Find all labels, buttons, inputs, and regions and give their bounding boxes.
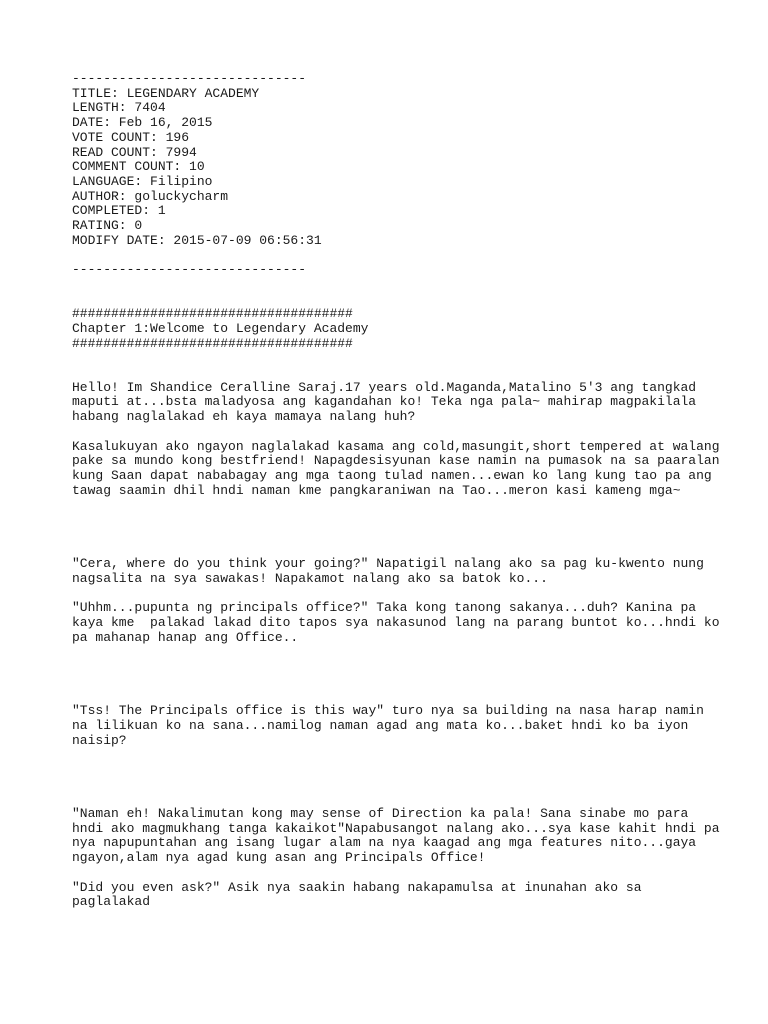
paragraph-line: "Uhhm...pupunta ng principals office?" Taka kong tanong sakanya...duh? Kanina pa [72,600,697,616]
paragraph [72,600,720,645]
meta-modify-date: MODIFY DATE: 2015-07-09 06:56:31 [72,232,322,248]
paragraph-line: paglalakad [72,894,151,910]
meta-completed: COMPLETED: 1 [72,203,166,219]
document-page [72,71,720,910]
chapter-hash-line: #################################### [72,335,353,351]
paragraph-line: kaya kme palakad lakad dito tapos sya nakasunod lang na parang buntot ko...hndi ko [72,614,720,630]
paragraph-line: "Naman eh! Nakalimutan kong may sense of Direction ka pala! Sana sinabe mo para [72,806,689,822]
meta-read-count: READ COUNT: 7994 [72,144,197,160]
meta-author: AUTHOR: goluckycharm [72,188,229,204]
paragraph-line: nagsalita na sya sawakas! Napakamot nalang ako sa batok ko... [72,570,548,586]
paragraph-line: "Cera, where do you think your going?" Napatigil nalang ako sa pag ku-kwento nung [72,556,704,572]
paragraph-line: Hello! Im Shandice Ceralline Saraj.17 years old.Maganda,Matalino 5'3 ang tangkad [72,379,697,395]
paragraph [72,881,712,910]
paragraph-line: Kasalukuyan ako ngayon naglalakad kasama ang cold,masungit,short tempered at walang [72,438,720,454]
paragraph [72,806,720,866]
separator-line: ------------------------------ [72,262,307,278]
meta-comment-count: COMMENT COUNT: 10 [72,159,205,175]
chapter-hash-line: #################################### [72,306,353,322]
paragraph-line: maputi at...bsta maladyosa ang kagandahan ko! Teka nga pala~ mahirap magpakilala [72,394,697,410]
paragraph-line: ngayon,alam nya agad kung asan ang Principals Office! [72,850,486,866]
meta-language: LANGUAGE: Filipino [72,173,213,189]
separator-line: ------------------------------ [72,71,307,86]
chapter-heading: Chapter 1:Welcome to Legendary Academy [72,320,369,336]
paragraph-line: "Did you even ask?" Asik nya saakin habang nakapamulsa at inunahan ako sa [72,879,642,895]
paragraph [72,381,712,425]
meta-date: DATE: Feb 16, 2015 [72,115,213,131]
meta-rating: RATING: 0 [72,218,143,234]
paragraph-line: kung Saan dapat nababagay ang mga taong tulad namen...ewan ko lang kung tao pa ang [72,467,712,483]
paragraph-line: pa mahanap hanap ang Office.. [72,629,299,645]
paragraph-line: "Tss! The Principals office is this way" turo nya sa building na nasa harap namin [72,703,704,719]
meta-length: LENGTH: 7404 [72,100,166,116]
paragraph-line: na lilikuan ko na sana...namilog naman agad ang mata ko...baket hndi ko ba iyon [72,717,689,733]
paragraph-line: habang naglalakad eh kaya mamaya nalang huh? [72,409,416,425]
paragraph [72,557,712,586]
paragraph [72,438,720,499]
paragraph-line: nya napupuntahan ang isang lugar alam na nya kaagad ang mga features nito...gaya [72,835,697,851]
paragraph-line: hndi ako magmukhang tanga kakaikot"Napabusangot nalang ako...sya kase kahit hndi pa [72,820,720,836]
meta-vote-count: VOTE COUNT: 196 [72,129,190,145]
meta-title: TITLE: LEGENDARY ACADEMY [72,85,260,101]
paragraph-line: naisip? [72,732,127,748]
paragraph-line: tawag saamin dhil hndi naman kme pangkaraniwan na Tao...meron kasi kameng mga~ [72,482,681,498]
paragraph [72,704,712,748]
paragraph-line: pake sa mundo kong bestfriend! Napagdesisyunan kase namin na pumasok na sa paaralan [72,453,720,469]
